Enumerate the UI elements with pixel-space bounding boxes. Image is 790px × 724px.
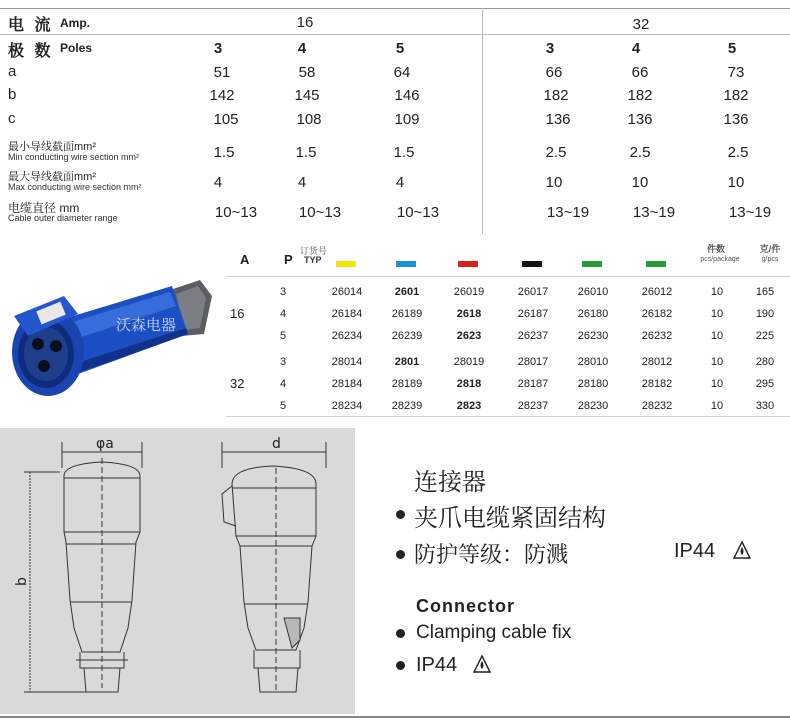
amp-16-header: 16	[296, 14, 314, 31]
feature-en-ip: IP44	[416, 654, 458, 676]
order-pcs-cell: 10	[710, 356, 724, 368]
order-code-cell: 26014	[331, 286, 363, 298]
title-cn: 连接器	[414, 469, 486, 496]
order-code-cell: 26019	[453, 286, 485, 298]
order-code-cell: 28019	[453, 356, 485, 368]
min-wire-cell: 1.5	[295, 144, 317, 161]
row-label-a: a	[8, 63, 17, 80]
order-code-cell: 28180	[577, 378, 609, 390]
order-weight-cell: 225	[755, 330, 775, 342]
poles-cell: 3	[213, 40, 223, 57]
splash-icon	[472, 654, 492, 674]
cable-cell: 13~19	[546, 204, 590, 221]
min-wire-cell: 2.5	[545, 144, 567, 161]
order-code-cell: 2818	[456, 378, 482, 390]
group-amp: 32	[230, 376, 245, 391]
order-code-cell: 26184	[331, 308, 363, 320]
dim-cell: 142	[209, 87, 235, 104]
title-en: Connector	[416, 596, 515, 616]
splash-icon	[732, 540, 752, 560]
color-swatch-black	[522, 261, 542, 267]
dim-cell: 73	[727, 64, 745, 81]
poles-cell: 5	[727, 40, 737, 57]
dim-cell: 146	[394, 87, 420, 104]
dim-cell: 136	[545, 111, 571, 128]
order-header-p: P	[284, 252, 293, 267]
min-wire-cell: 2.5	[629, 144, 651, 161]
cable-cell: 13~19	[728, 204, 772, 221]
cable-label-en: Cable outer diameter range	[8, 213, 118, 223]
dim-cell: 182	[627, 87, 653, 104]
order-header-g-en: g/pcs	[761, 256, 779, 263]
order-header-a: A	[240, 252, 250, 267]
color-swatch-green	[582, 261, 602, 267]
label-b: b	[14, 577, 30, 586]
order-pcs-cell: 10	[710, 378, 724, 390]
order-code-cell: 26187	[517, 308, 549, 320]
label-phi-a: φa	[96, 436, 114, 452]
poles-cell: 5	[395, 40, 405, 57]
order-code-cell: 2801	[394, 356, 420, 368]
order-code-cell: 2623	[456, 330, 482, 342]
order-pcs-cell: 10	[710, 330, 724, 342]
dim-cell: 66	[631, 64, 649, 81]
order-code-cell: 28230	[577, 400, 609, 412]
dim-cell: 145	[294, 87, 320, 104]
max-wire-cell: 4	[297, 174, 307, 191]
order-header-typ-cn: 订货号	[300, 246, 328, 256]
order-header-pcs-cn: 件数	[706, 244, 725, 254]
bullet-icon	[396, 550, 405, 559]
order-code-cell: 26017	[517, 286, 549, 298]
order-code-cell: 2601	[394, 286, 420, 298]
color-swatch-green-2	[646, 261, 666, 267]
header-rule	[0, 34, 790, 35]
order-code-cell: 28237	[517, 400, 549, 412]
order-code-cell: 26234	[331, 330, 363, 342]
min-wire-label-en: Min conducting wire section mm²	[8, 152, 140, 162]
min-wire-cell: 1.5	[213, 144, 235, 161]
min-wire-cell: 1.5	[393, 144, 415, 161]
order-code-cell: 26237	[517, 330, 549, 342]
amp-label-cn: 电 流	[8, 17, 54, 34]
dim-cell: 108	[296, 111, 322, 128]
dim-cell: 182	[543, 87, 569, 104]
order-code-cell: 26239	[391, 330, 423, 342]
order-code-cell: 28010	[577, 356, 609, 368]
max-wire-cell: 4	[395, 174, 405, 191]
min-wire-label-cn: 最小导线截面mm²	[8, 141, 96, 153]
max-wire-label-cn: 最大导线截面mm²	[8, 171, 96, 183]
order-code-cell: 28017	[517, 356, 549, 368]
spec-table	[0, 0, 790, 234]
order-pole-cell: 3	[279, 356, 287, 368]
label-d: d	[272, 436, 281, 452]
cable-cell: 10~13	[396, 204, 440, 221]
dim-cell: 64	[393, 64, 411, 81]
order-pcs-cell: 10	[710, 308, 724, 320]
dim-cell: 58	[298, 64, 316, 81]
product-photo	[0, 234, 226, 420]
order-rule	[226, 276, 790, 277]
order-code-cell: 28234	[331, 400, 363, 412]
order-weight-cell: 330	[755, 400, 775, 412]
dim-cell: 109	[394, 111, 420, 128]
bullet-icon	[396, 661, 405, 670]
order-code-cell: 26010	[577, 286, 609, 298]
max-wire-cell: 10	[545, 174, 563, 191]
order-pcs-cell: 10	[710, 400, 724, 412]
order-code-cell: 28012	[641, 356, 673, 368]
max-wire-cell: 10	[727, 174, 745, 191]
order-code-cell: 28239	[391, 400, 423, 412]
bottom-rule	[0, 716, 790, 718]
order-weight-cell: 295	[755, 378, 775, 390]
dim-cell: 136	[627, 111, 653, 128]
order-code-cell: 28182	[641, 378, 673, 390]
order-weight-cell: 280	[755, 356, 775, 368]
poles-label-en: Poles	[60, 41, 93, 55]
bullet-icon	[396, 629, 405, 638]
poles-cell: 4	[631, 40, 641, 57]
order-pole-cell: 5	[279, 330, 287, 342]
amp-32-header: 32	[632, 16, 650, 33]
color-swatch-red	[458, 261, 478, 267]
dim-cell: 105	[213, 111, 239, 128]
order-code-cell: 26012	[641, 286, 673, 298]
order-code-cell: 28187	[517, 378, 549, 390]
order-code-cell: 28184	[331, 378, 363, 390]
order-code-cell: 2618	[456, 308, 482, 320]
order-bottom-rule	[226, 416, 790, 417]
order-weight-cell: 165	[755, 286, 775, 298]
dim-cell: 66	[545, 64, 563, 81]
order-code-cell: 26230	[577, 330, 609, 342]
dim-cell: 182	[723, 87, 749, 104]
feature-cn-protection: 防护等级：防溅	[414, 542, 569, 567]
order-code-cell: 28189	[391, 378, 423, 390]
order-weight-cell: 190	[755, 308, 775, 320]
description-card	[384, 456, 762, 688]
cable-cell: 13~19	[632, 204, 676, 221]
bullet-icon	[396, 510, 405, 519]
column-divider	[482, 8, 483, 234]
order-code-cell: 26189	[391, 308, 423, 320]
order-header-typ: TYP	[304, 255, 322, 265]
cable-label-cn: 电缆直径 mm	[8, 201, 80, 215]
order-header-pcs-en: pcs/package	[700, 256, 740, 263]
max-wire-label-en: Max conducting wire section mm²	[8, 182, 142, 192]
order-code-cell: 26182	[641, 308, 673, 320]
poles-cell: 4	[297, 40, 307, 57]
order-pcs-cell: 10	[710, 286, 724, 298]
feature-cn-clamp: 夹爪电缆紧固结构	[414, 505, 606, 532]
poles-label-cn: 极 数	[8, 43, 54, 60]
dim-cell: 51	[213, 64, 231, 81]
dim-cell: 136	[723, 111, 749, 128]
order-pole-cell: 5	[279, 400, 287, 412]
max-wire-cell: 10	[631, 174, 649, 191]
dimension-drawing	[0, 428, 355, 714]
order-pole-cell: 4	[279, 308, 287, 320]
row-label-c: c	[8, 110, 16, 127]
color-swatch-yellow	[336, 261, 356, 267]
order-code-cell: 26232	[641, 330, 673, 342]
order-pole-cell: 3	[279, 286, 287, 298]
table-top-rule	[0, 8, 790, 9]
feature-en-clamp: Clamping cable fix	[416, 622, 572, 643]
ip-code-cn: IP44	[674, 540, 716, 562]
amp-label-en: Amp.	[60, 16, 90, 30]
row-label-b: b	[8, 86, 17, 103]
color-swatch-blue	[396, 261, 416, 267]
order-code-cell: 28014	[331, 356, 363, 368]
watermark: 沃森电器	[116, 316, 177, 334]
min-wire-cell: 2.5	[727, 144, 749, 161]
poles-cell: 3	[545, 40, 555, 57]
order-header-g-cn: 克/件	[759, 244, 781, 254]
cable-cell: 10~13	[298, 204, 342, 221]
order-code-cell: 28232	[641, 400, 673, 412]
order-code-cell: 2823	[456, 400, 482, 412]
max-wire-cell: 4	[213, 174, 223, 191]
group-amp: 16	[230, 306, 245, 321]
order-table	[226, 234, 790, 420]
order-pole-cell: 4	[279, 378, 287, 390]
cable-cell: 10~13	[214, 204, 258, 221]
order-code-cell: 26180	[577, 308, 609, 320]
